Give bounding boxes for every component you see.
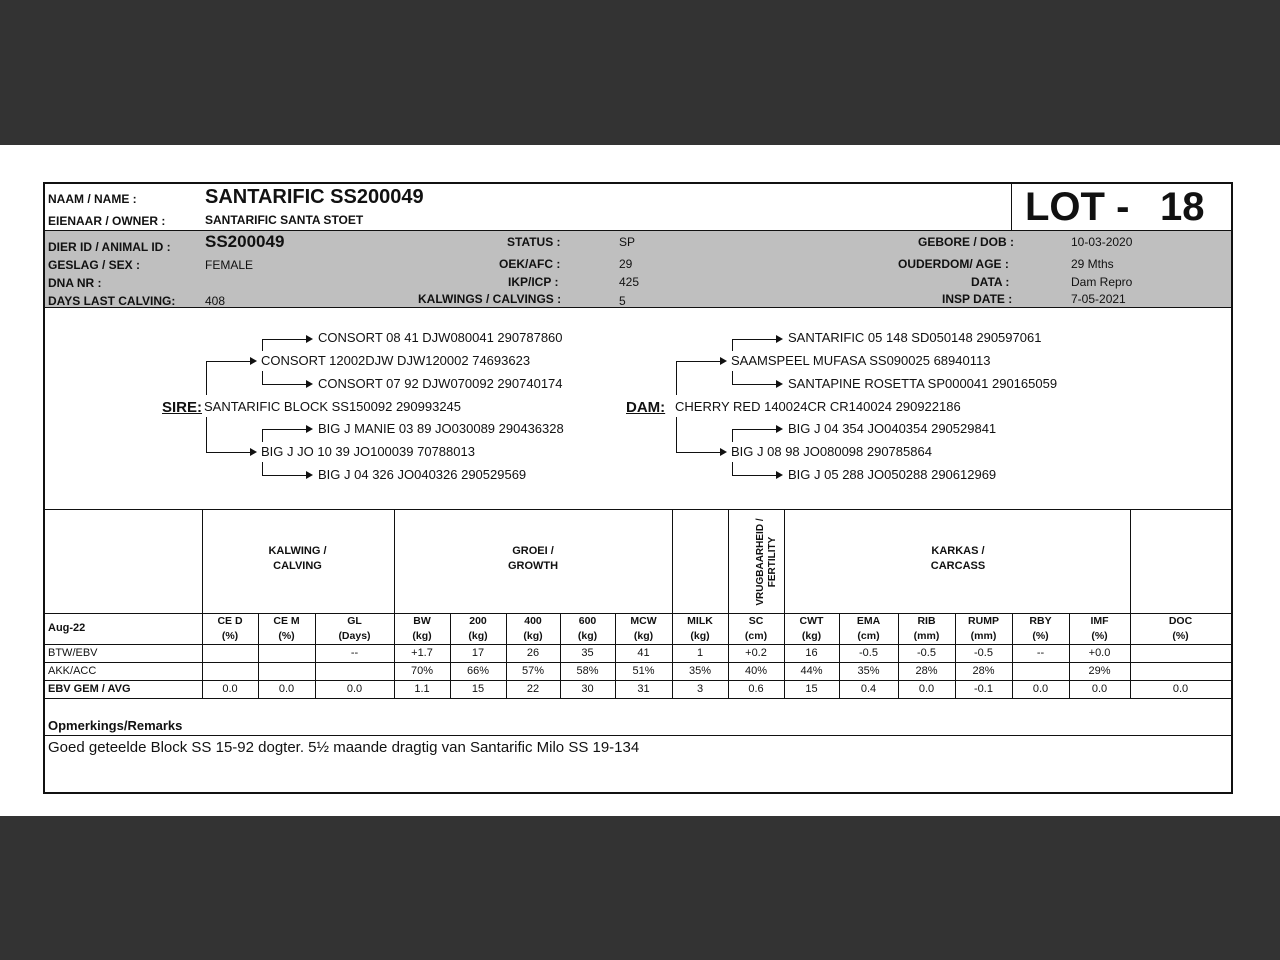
group-fertility: VRUGBAARHEID / FERTILITY xyxy=(755,518,778,606)
table-cell: -- xyxy=(350,647,359,659)
ebv-column-header: RIB (mm) xyxy=(913,615,940,642)
sire-sire-name: CONSORT 12002DJW DJW120002 74693623 xyxy=(261,353,531,368)
insp-value: 7-05-2021 xyxy=(1071,292,1126,306)
dam-dam-name: BIG J 08 98 JO080098 290785864 xyxy=(731,444,932,459)
table-cell: -0.5 xyxy=(859,647,878,659)
ebv-column-header: 600 (kg) xyxy=(577,615,598,642)
lot-divider xyxy=(1011,184,1012,230)
ebv-column-header: DOC (%) xyxy=(1168,615,1193,642)
dam-sire-name: SAAMSPEEL MUFASA SS090025 68940113 xyxy=(731,353,991,368)
arrow-icon xyxy=(776,425,783,433)
ebv-column-header: 200 (kg) xyxy=(468,615,488,642)
table-cell: 22 xyxy=(526,683,540,695)
table-cell: 0.0 xyxy=(1032,683,1049,695)
owner-name: SANTARIFIC SANTA STOET xyxy=(205,213,364,227)
sire-dam-dam-name: BIG J 04 326 JO040326 290529569 xyxy=(318,467,527,482)
table-cell: 29% xyxy=(1088,665,1111,677)
ebv-column-header: RBY (%) xyxy=(1029,615,1052,642)
lot-card xyxy=(43,182,1233,794)
arrow-icon xyxy=(776,380,783,388)
arrow-icon xyxy=(250,448,257,456)
arrow-icon xyxy=(306,425,313,433)
sex-label: GESLAG / SEX : xyxy=(48,258,141,272)
arrow-icon xyxy=(776,471,783,479)
age-label: OUDERDOM/ AGE : xyxy=(898,257,1009,271)
table-cell: 41 xyxy=(637,647,650,659)
group-growth: GROEI / GROWTH xyxy=(507,545,559,572)
table-cell: 17 xyxy=(471,647,485,659)
table-cell: 3 xyxy=(696,683,704,695)
remarks-label: Opmerkings/Remarks xyxy=(48,718,183,733)
afc-label: OEK/AFC : xyxy=(499,257,561,271)
table-cell: 31 xyxy=(637,683,650,695)
dna-label: DNA NR : xyxy=(48,276,102,290)
dam-sire-sire-name: SANTARIFIC 05 148 SD050148 290597061 xyxy=(788,330,1042,345)
owner-label: EIENAAR / OWNER : xyxy=(48,214,166,228)
table-cell: 15 xyxy=(471,683,485,695)
animal-name: SANTARIFIC SS200049 xyxy=(205,186,424,208)
arrow-icon xyxy=(306,471,313,479)
table-cell: 35% xyxy=(857,665,880,677)
ebv-column-header: CWT (kg) xyxy=(799,615,824,642)
days-value: 408 xyxy=(205,294,226,308)
table-cell: 0.6 xyxy=(748,683,764,695)
table-cell: 58% xyxy=(576,665,599,677)
afc-value: 29 xyxy=(619,257,633,271)
table-cell: +1.7 xyxy=(411,647,433,659)
calvings-value: 5 xyxy=(619,294,626,308)
table-cell: -0.1 xyxy=(974,683,993,695)
lot-number: 18 xyxy=(1160,185,1205,229)
ebv-column-header: CE M (%) xyxy=(273,615,300,642)
table-cell: 26 xyxy=(526,647,540,659)
table-cell: 0.0 xyxy=(222,683,238,695)
ebv-column-header: CE D (%) xyxy=(217,615,243,642)
table-cell: 35% xyxy=(688,665,712,677)
arrow-icon xyxy=(720,357,727,365)
sire-sire-dam-name: CONSORT 07 92 DJW070092 290740174 xyxy=(318,376,563,391)
lot-label: LOT - xyxy=(1025,185,1130,229)
table-cell: 51% xyxy=(632,665,655,677)
arrow-icon xyxy=(306,335,313,343)
arrow-icon xyxy=(776,335,783,343)
dam-label: DAM: xyxy=(626,399,666,416)
table-cell: 44% xyxy=(800,665,823,677)
ebv-column-header: RUMP (mm) xyxy=(968,615,999,642)
table-cell: 0.0 xyxy=(346,683,363,695)
table-cell: +0.0 xyxy=(1088,647,1111,659)
ebv-column-header: MILK (kg) xyxy=(687,615,713,642)
ebv-column-header: IMF (%) xyxy=(1090,615,1109,642)
table-cell: -0.5 xyxy=(917,647,936,659)
ebv-column-header: MCW (kg) xyxy=(630,615,657,642)
table-cell: 35 xyxy=(581,647,594,659)
age-value: 29 Mths xyxy=(1071,257,1114,271)
table-cell: 0.4 xyxy=(860,683,877,695)
insp-label: INSP DATE : xyxy=(942,292,1013,306)
dob-value: 10-03-2020 xyxy=(1071,235,1133,249)
table-column-line xyxy=(1130,509,1131,698)
sex-value: FEMALE xyxy=(205,258,254,272)
ebv-column-header: GL (Days) xyxy=(338,615,371,642)
table-cell: -0.5 xyxy=(974,647,993,659)
dam-dam-dam-name: BIG J 05 288 JO050288 290612969 xyxy=(788,467,997,482)
status-value: SP xyxy=(619,235,636,249)
table-cell: 1.1 xyxy=(414,683,430,695)
sire-dam-name: BIG J JO 10 39 JO100039 70788013 xyxy=(261,444,475,459)
dob-label: GEBORE / DOB : xyxy=(918,235,1015,249)
dam-name: CHERRY RED 140024CR CR140024 290922186 xyxy=(675,399,961,414)
table-cell: 28% xyxy=(972,665,995,677)
ebv-column-header: SC (cm) xyxy=(744,615,768,642)
table-cell: 16 xyxy=(805,647,818,659)
calvings-label: KALWINGS / CALVINGS : xyxy=(418,292,562,306)
ebv-column-header: EMA (cm) xyxy=(856,615,881,642)
table-cell: 1 xyxy=(696,647,704,659)
name-label: NAAM / NAME : xyxy=(48,192,137,206)
table-cell: 0.0 xyxy=(1172,683,1189,695)
sire-name: SANTARIFIC BLOCK SS150092 290993245 xyxy=(204,399,462,414)
ebv-column-header: 400 (kg) xyxy=(523,615,543,642)
arrow-icon xyxy=(720,448,727,456)
animal-id: SS200049 xyxy=(205,232,285,251)
arrow-icon xyxy=(250,357,257,365)
table-cell: 0.0 xyxy=(1091,683,1108,695)
table-cell: 40% xyxy=(744,665,768,677)
sire-label: SIRE: xyxy=(162,399,203,416)
status-label: STATUS : xyxy=(507,235,561,249)
table-column-line xyxy=(202,509,203,698)
table-cell: 15 xyxy=(805,683,818,695)
table-cell: 28% xyxy=(915,665,938,677)
icp-label: IKP/ICP : xyxy=(508,275,559,289)
table-cell: +0.2 xyxy=(745,647,767,659)
group-calving: KALWING / CALVING xyxy=(268,545,327,572)
table-cell: 66% xyxy=(466,665,490,677)
sire-dam-sire-name: BIG J MANIE 03 89 JO030089 290436328 xyxy=(318,421,564,436)
dam-sire-dam-name: SANTAPINE ROSETTA SP000041 290165059 xyxy=(788,376,1058,391)
table-row-label: AKK/ACC xyxy=(48,665,97,677)
group-carcass: KARKAS / CARCASS xyxy=(930,545,986,572)
animal-id-label: DIER ID / ANIMAL ID : xyxy=(48,240,171,254)
ebv-date: Aug-22 xyxy=(48,622,86,634)
ebv-column-header: BW (kg) xyxy=(412,615,432,642)
table-cell: 0.0 xyxy=(278,683,295,695)
remarks-text: Goed geteelde Block SS 15-92 dogter. 5½ maande dragtig van Santarific Milo SS 19-134 xyxy=(48,739,640,756)
arrow-icon xyxy=(306,380,313,388)
table-cell: 0.0 xyxy=(918,683,935,695)
table-row-label: EBV GEM / AVG xyxy=(48,683,131,695)
table-row-label: BTW/EBV xyxy=(48,647,98,659)
table-cell: 30 xyxy=(581,683,594,695)
table-cell: -- xyxy=(1036,647,1045,659)
icp-value: 425 xyxy=(619,275,640,289)
table-cell: 70% xyxy=(410,665,434,677)
sire-sire-sire-name: CONSORT 08 41 DJW080041 290787860 xyxy=(318,330,563,345)
data-label: DATA : xyxy=(971,275,1010,289)
dam-dam-sire-name: BIG J 04 354 JO040354 290529841 xyxy=(788,421,997,436)
table-cell: 57% xyxy=(521,665,545,677)
data-value: Dam Repro xyxy=(1071,275,1133,289)
days-label: DAYS LAST CALVING: xyxy=(48,294,176,308)
